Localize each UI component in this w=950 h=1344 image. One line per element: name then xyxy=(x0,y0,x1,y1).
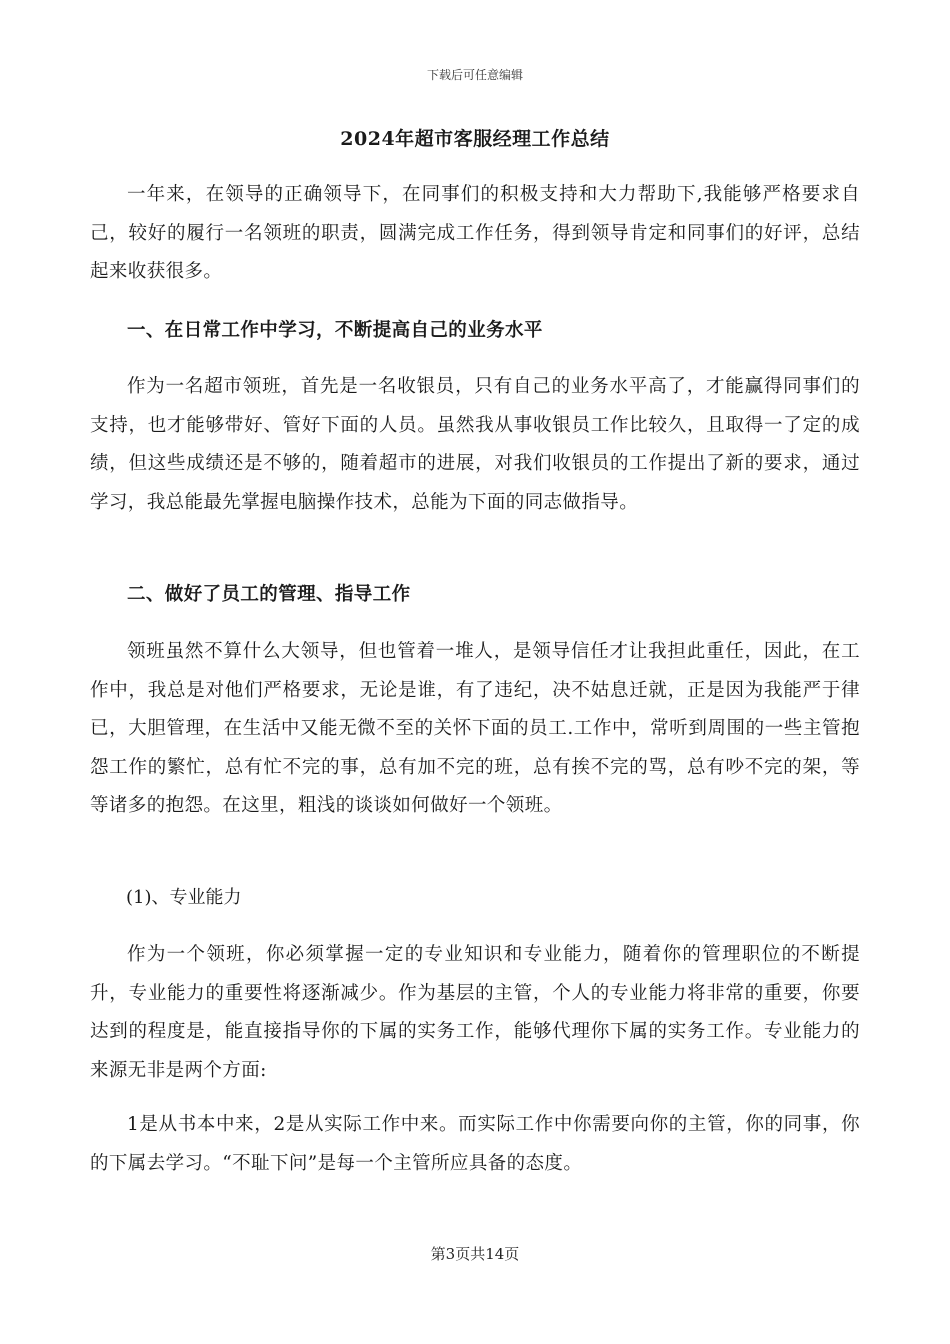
section-2-heading: 二、做好了员工的管理、指导工作 xyxy=(127,584,411,605)
subsection-1-heading: (1)、专业能力 xyxy=(126,887,242,908)
page-number-footer: 第3页共14页 xyxy=(430,1245,520,1263)
section-1-heading: 一、在日常工作中学习，不断提高自己的业务水平 xyxy=(127,320,543,341)
subsection-1-paragraph-2: 1是从书本中来，2是从实际工作中来。而实际工作中你需要向你的主管，你的同事，你的下属去学习。“不耻下问”是每一个主管所应具备的态度。 xyxy=(90,1114,860,1174)
intro-paragraph: 一年来，在领导的正确领导下，在同事们的积极支持和大力帮助下,我能够严格要求自己，较好的履行一名领班的职责，圆满完成工作任务，得到领导肯定和同事们的好评，总结起来收获很多。 xyxy=(90,184,860,282)
subsection-1-paragraph: 作为一个领班，你必须掌握一定的专业知识和专业能力，随着你的管理职位的不断提升，专业能力的重要性将逐渐减少。作为基层的主管，个人的专业能力将非常的重要，你要达到的程度是，能直接指导你的下属的实务工作，能够代理你下属的实务工作。专业能力的来源无非是两个方面: xyxy=(90,944,860,1081)
header-note: 下载后可任意编辑 xyxy=(426,68,523,82)
page-title: 2024年超市客服经理工作总结 xyxy=(340,128,610,150)
section-2-paragraph: 领班虽然不算什么大领导，但也管着一堆人，是领导信任才让我担此重任，因此，在工作中，我总是对他们严格要求，无论是谁，有了违纪，决不姑息迁就，正是因为我能严于律已，大胆管理，在生活中又能无微不至的关怀下面的员工.工作中，常听到周围的一些主管抱怨工作的繁忙，总有忙不完的事，总有加不完的班，总有挨不完的骂，总有吵不完的架，等等诸多的抱怨。在这里，粗浅的谈谈如何做好一个领班。 xyxy=(90,641,860,816)
section-1-paragraph: 作为一名超市领班，首先是一名收银员，只有自己的业务水平高了，才能赢得同事们的支持，也才能够带好、管好下面的人员。虽然我从事收银员工作比较久，且取得一了定的成绩，但这些成绩还是不够的，随着超市的进展，对我们收银员的工作提出了新的要求，通过学习，我总能最先掌握电脑操作技术，总能为下面的同志做指导。 xyxy=(90,376,860,513)
